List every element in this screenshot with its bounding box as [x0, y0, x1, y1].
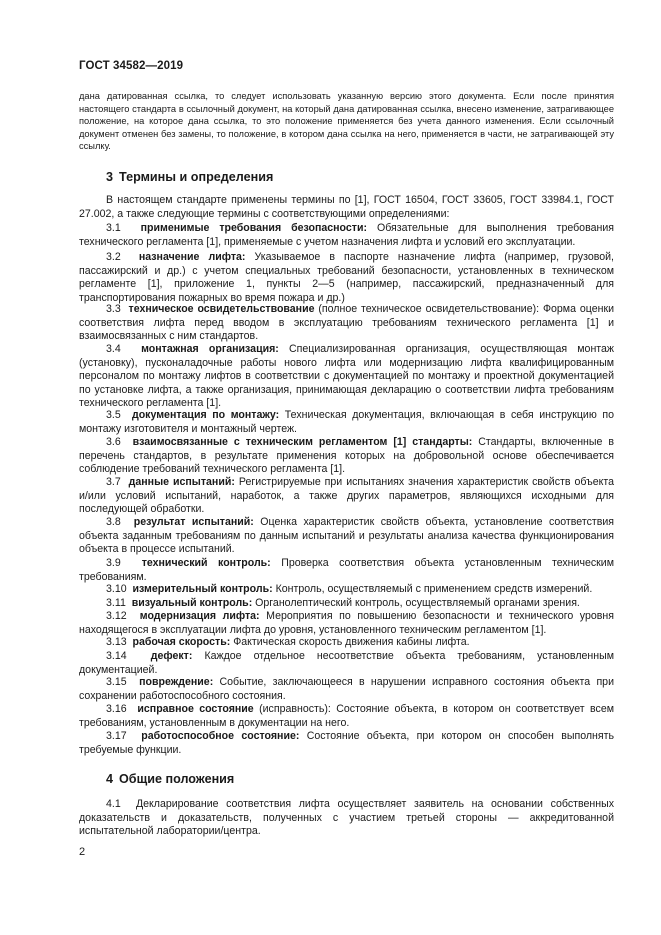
term-definition: (исправность): Состояние объекта, в котором он соответствует всем требованиям, установленным в документации на него. [79, 703, 614, 729]
term-definition: Состояние объекта, при котором он способен выполнять требуемые функции. [79, 730, 614, 756]
section-title: Общие положения [119, 772, 235, 786]
term-definition: Техническая документация, включающая в себя инструкцию по монтажу изготовителя и монтажный чертеж. [79, 409, 615, 435]
term-definition: Мероприятия по повышению безопасности и технического уровня находящегося в эксплуатации лифта до уровня, установленного техническим регламентом [1]. [79, 610, 614, 636]
term-definition: Событие, заключающееся в нарушении исправного состояния объекта при сохранении работоспособного состояния. [79, 676, 614, 702]
term-name: работоспособное состояние: [141, 730, 300, 742]
term-definition: Контроль, осуществляемый с применением средств измерений. [275, 583, 593, 595]
term-name: назначение лифта: [138, 251, 246, 263]
term-name: дефект: [150, 650, 193, 662]
section-number: 4 [106, 772, 114, 786]
page-number: 2 [79, 846, 86, 858]
section-title: Термины и определения [119, 170, 274, 184]
term-name: технический контроль: [141, 557, 271, 569]
term-definition: Органолептический контроль, осуществляемый органами зрения. [255, 597, 580, 609]
term-3-5: 3.5 документация по монтажу: Техническая документация, включающая в себя инструкцию по монтажу изготовителя и монтажный чертеж. [79, 409, 615, 435]
section-3-lead: В настоящем стандарте применены термины по [1], ГОСТ 16504, ГОСТ 33605, ГОСТ 33984.1, ГОСТ 27.002, а также следующие термины с соответствующими определениями: [79, 194, 614, 220]
term-name: применимые требования безопасности: [140, 222, 368, 234]
term-3-13: 3.13 рабочая скорость: Фактическая скорость движения кабины лифта. [106, 636, 470, 648]
term-name: взаимосвязанные с техническим регламентом [1] стандарты: [132, 436, 473, 448]
term-name: техническое освидетельствование [128, 303, 315, 315]
term-definition: Специализированная организация, осуществляющая монтаж (установку), пусконаладочные работы нового лифта или модернизацию лифта квалифицированным персоналом по монтажу лифтов в соответствии с документацией по монтажу и проектной документацией по установке лифта, а также организация, принимающая декларацию о соответствии лифта требованиям технического регламента [1]. [79, 343, 615, 410]
term-3-9: 3.9 технический контроль: Проверка соответствия объекта установленным техническим требованиям. [79, 557, 614, 583]
term-definition: Каждое отдельное несоответствие объекта требованиям, установленным документацией. [79, 650, 614, 676]
term-definition: (полное техническое освидетельствование): Форма оценки соответствия лифта перед вводом в эксплуатацию требованиям технического регламента [1] и взаимосвязанных с ним стандартов. [79, 303, 614, 343]
term-3-15: 3.15 повреждение: Событие, заключающееся в нарушении исправного состояния объекта при сохранении работоспособного состояния. [79, 676, 614, 702]
term-name: данные испытаний: [128, 476, 235, 488]
term-3-6: 3.6 взаимосвязанные с техническим регламентом [1] стандарты: Стандарты, включенные в перечень стандартов, в результате применения которых на добровольной основе обеспечивается соблюдение требований технического регламента [1]. [79, 436, 614, 476]
term-name: результат испытаний: [133, 516, 254, 528]
term-3-2: 3.2 назначение лифта: Указываемое в паспорте назначение лифта (например, грузовой, пассажирский и др.) с учетом специальных требований безопасности, установленных в техническом регламенте [1], приложение 1, пункты 2—5 (например, пассажирский, предназначенный для транспортирования пожарных во время пожара и др.) [79, 251, 614, 304]
term-definition: Обязательные для выполнения требования технического регламента [1], применяемые с учетом назначения лифта и условий его эксплуатации. [79, 222, 614, 248]
section-number: 3 [106, 170, 114, 184]
term-definition: Регистрируемые при испытаниях значения характеристик свойств объекта и/или условий испытаний, наработок, а также других параметров, являющихся исходными для последующей обработки. [79, 476, 614, 516]
term-definition: Фактическая скорость движения кабины лифта. [233, 636, 470, 648]
term-name: монтажная организация: [141, 343, 279, 355]
term-3-17: 3.17 работоспособное состояние: Состояние объекта, при котором он способен выполнять требуемые функции. [79, 730, 614, 756]
section-3-heading [106, 170, 273, 184]
term-definition: Стандарты, включенные в перечень стандартов, в результате применения которых на добровольной основе обеспечивается соблюдение требований технического регламента [1]. [79, 436, 614, 476]
term-definition: Оценка характеристик свойств объекта, установление соответствия объекта заданным требованиям по данным испытаний и результаты анализа качества функционирования объекта в процессе испытаний. [79, 516, 614, 556]
term-name: повреждение: [139, 676, 214, 688]
document-header: ГОСТ 34582—2019 [79, 60, 184, 72]
term-name: визуальный контроль: [131, 597, 253, 609]
term-3-8: 3.8 результат испытаний: Оценка характеристик свойств объекта, установление соответствия объекта заданным требованиям по данным испытаний и результаты анализа качества функционирования объекта в процессе испытаний. [79, 516, 614, 556]
term-3-1: 3.1 применимые требования безопасности: Обязательные для выполнения требования технического регламента [1], применяемые с учетом назначения лифта и условий его эксплуатации. [79, 222, 614, 248]
term-3-4: 3.4 монтажная организация: Специализированная организация, осуществляющая монтаж (установку), пусконаладочные работы нового лифта или модернизацию лифта квалифицированным персоналом по монтажу лифтов в соответствии с документацией по монтажу и проектной документацией по установке лифта, а также организация, принимающая декларацию о соответствии лифта требованиям технического регламента [1]. [79, 343, 615, 410]
term-name: модернизация лифта: [139, 610, 260, 622]
term-3-16: 3.16 исправное состояние (исправность): Состояние объекта, в котором он соответствует всем требованиям, установленным в документации на него. [79, 703, 614, 729]
term-definition: Указываемое в паспорте назначение лифта (например, грузовой, пассажирский и др.) с учетом специальных требований безопасности, установленных в техническом регламенте [1], приложение 1, пункты 2—5 (например, пассажирский, предназначенный для транспортирования пожарных во время пожара и др.) [79, 251, 614, 304]
term-name: исправное состояние [137, 703, 254, 715]
section-4-heading [106, 772, 234, 786]
clause-text: Декларирование соответствия лифта осуществляет заявитель на основании собственных доказательств и доказательств, полученных с участием третьей стороны — аккредитованной испытательной лаборатории/центра. [79, 798, 614, 838]
term-name: измерительный контроль: [132, 583, 273, 595]
term-3-10: 3.10 измерительный контроль: Контроль, осуществляемый с применением средств измерений. [106, 583, 593, 595]
term-name: документация по монтажу: [131, 409, 280, 421]
intro-paragraph: дана датированная ссылка, то следует использовать указанную версию этого документа. Если после принятия настоящего стандарта в ссылочный документ, на который дана датированная ссылка, внесено изменение, затрагивающее положение, на которое дана ссылка, то это положение применяется без учета данного изменения. Если ссылочный документ отменен без замены, то положение, в котором дана ссылка на него, применяется в части, не затрагивающей эту ссылку. [79, 91, 614, 152]
term-3-12: 3.12 модернизация лифта: Мероприятия по повышению безопасности и технического уровня находящегося в эксплуатации лифта до уровня, установленного техническим регламентом [1]. [79, 610, 614, 636]
term-3-3: 3.3 техническое освидетельствование (полное техническое освидетельствование): Форма оценки соответствия лифта перед вводом в эксплуатацию требованиям технического регламента [1] и взаимосвязанных с ним стандартов. [79, 303, 614, 343]
term-definition: Проверка соответствия объекта установленным техническим требованиям. [79, 557, 614, 583]
term-3-11: 3.11 визуальный контроль: Органолептический контроль, осуществляемый органами зрения. [106, 597, 580, 609]
term-name: рабочая скорость: [132, 636, 231, 648]
clause-4-1: 4.1 Декларирование соответствия лифта осуществляет заявитель на основании собственных доказательств и доказательств, полученных с участием третьей стороны — аккредитованной испытательной лаборатории/центра. [79, 798, 614, 838]
term-3-7: 3.7 данные испытаний: Регистрируемые при испытаниях значения характеристик свойств объекта и/или условий испытаний, наработок, а также других параметров, являющихся исходными для последующей обработки. [79, 476, 614, 516]
term-3-14: 3.14 дефект: Каждое отдельное несоответствие объекта требованиям, установленным документацией. [79, 650, 614, 676]
